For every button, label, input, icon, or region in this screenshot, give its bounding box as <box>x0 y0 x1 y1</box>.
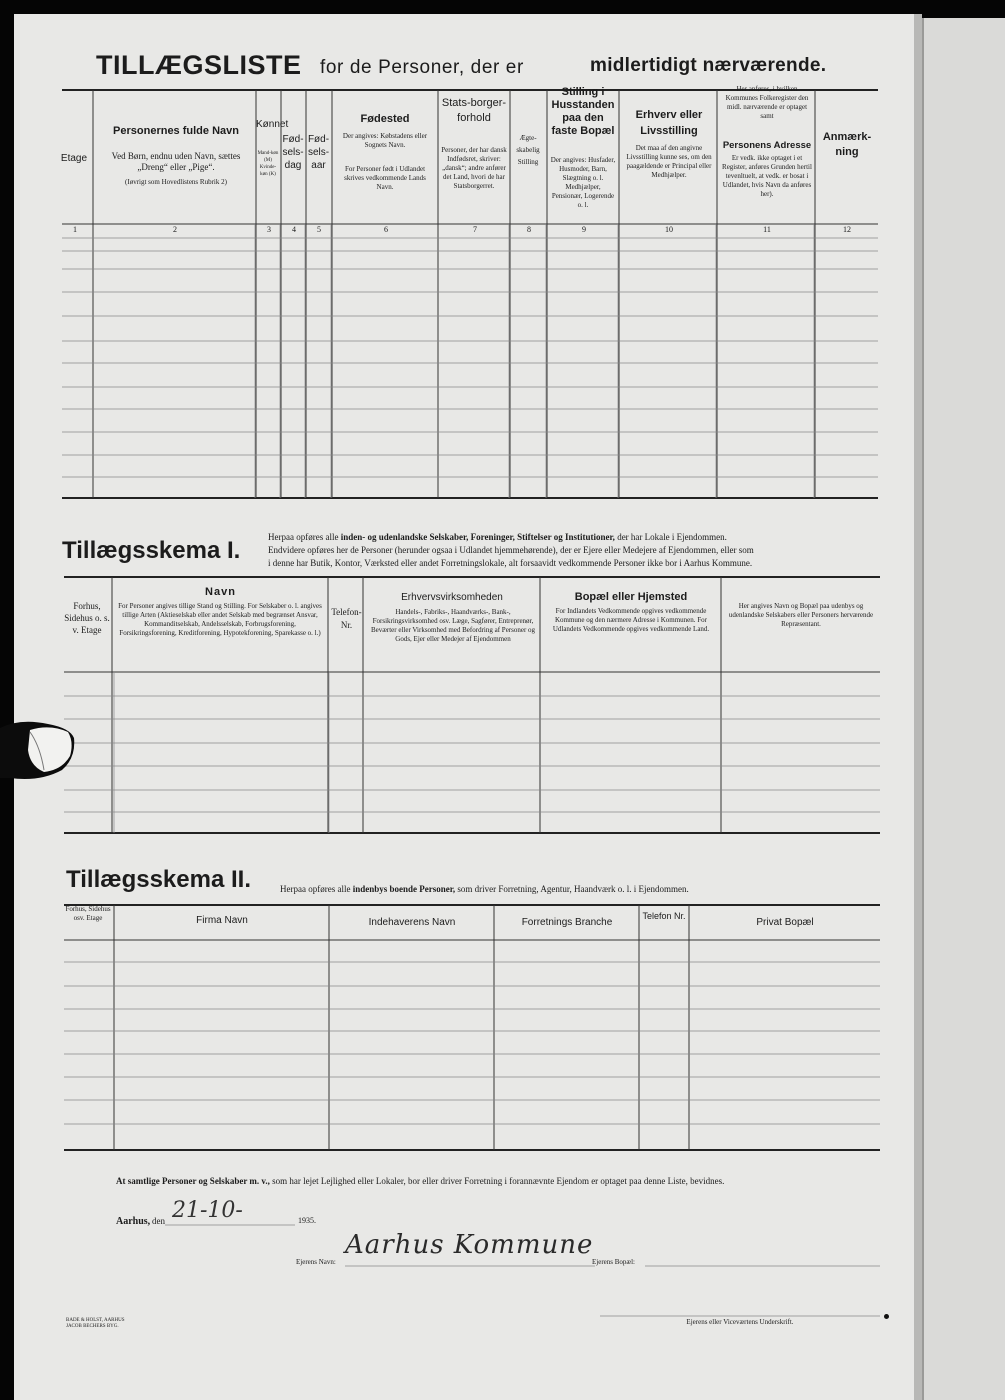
attestation-statement <box>116 1176 882 1186</box>
skema2-col-firm: Firma Navn <box>196 915 248 926</box>
list-title-part: for de Personer, der er <box>320 57 524 78</box>
owner-address-label: Ejerens Bopæl: <box>592 1258 635 1266</box>
handwritten-owner-name: Aarhus Kommune <box>345 1230 594 1260</box>
col-sex-note: Mand-køn (M) Kvinde-køn (K) <box>257 151 279 177</box>
thumb-image <box>0 720 75 782</box>
handwritten-date: 21-10- <box>172 1198 243 1223</box>
column-number: 6 <box>384 225 388 234</box>
list-title: TILLÆGSLISTE <box>96 50 302 80</box>
col-address-header: Personens Adresse <box>722 140 812 151</box>
col-citizenship-header: Stats-borger-forhold <box>441 97 507 124</box>
skema2-description <box>280 884 880 894</box>
attestation-rest: som har lejet Lejlighed eller Lokaler, bor eller driver Forretning i forannævnte Ejendom er optaget paa denne Liste, bevidnes. <box>272 1176 725 1186</box>
skema1-col-residence-note: For Indlandets Vedkommende opgives vedkommende Kommune og den nærmere Adresse i Kommunen. For Udlandets Vedkommende opgives vedkommende Land. <box>552 607 710 633</box>
col-birthday-header: Fød-sels-dag <box>282 134 304 171</box>
col-household-header: Stilling i Husstanden paa den faste Bopæl <box>551 86 615 137</box>
col-name-note2: (Iøvrigt som Hovedlistens Rubrik 2) <box>125 178 227 186</box>
col-remark-header: Anmærk-ning <box>822 131 872 158</box>
skema2-col-phone: Telefon Nr. <box>642 911 686 921</box>
column-number: 3 <box>267 225 271 234</box>
skema2-desc-part2: som driver Forretning, Agentur, Haandværk o. l. i Ejendommen. <box>457 884 689 894</box>
ink-dot <box>884 1314 889 1319</box>
skema1-col-name-note: For Personer angives tillige Stand og Stilling. For Selskaber o. l. angives tillige Arten (Aktieselskab eller andet Selskab med begrænset Ansvar, Kommanditselskab, Andelsselskab, Forbrugsforening, Forsikringsforening, Kreditforening, Hypotekforening, Sparekasse o. l.) <box>118 602 322 637</box>
col-name-note: Ved Børn, endnu uden Navn, sættes „Dreng“ eller „Pige“. <box>111 151 241 172</box>
skema1-desc-part2: der har Lokale i Ejendommen. <box>617 532 727 542</box>
skema1-col-etage: Forhus, Sidehus o. s. v. Etage <box>64 601 110 635</box>
skema1-col-residence: Bopæl eller Hjemsted <box>574 591 688 603</box>
col-occupation-header: Erhverv eller Livsstilling <box>635 109 703 137</box>
col-name-header: Personernes fulde Navn <box>113 125 239 137</box>
column-number: 11 <box>763 225 771 234</box>
col-birthplace-header: Fødested <box>360 113 410 125</box>
printer-imprint: BADE & HOLST, AARHUS JACOB BECHERS BYG. <box>66 1318 125 1329</box>
column-number: 9 <box>582 225 586 234</box>
list-title-bold: midlertidigt nærværende. <box>590 55 827 76</box>
skema1-description <box>268 531 880 570</box>
signature-label: Ejerens eller Viceværtens Underskrift. <box>686 1318 794 1326</box>
skema1-col-phone: Telefon-Nr. <box>331 607 362 630</box>
skema2-col-private-address: Privat Bopæl <box>756 917 814 928</box>
skema1-col-business-note: Handels-, Fabriks-, Haandværks-, Bank-, Forsikringsvirksomhed osv. Læge, Sagfører, Entreprenør, Beværter eller Virksomhed med Befordring af Personer og Gods, Ejer eller Medejer af Ejendommen <box>370 608 536 643</box>
skema2-desc-part: Herpaa opføres alle <box>280 884 351 894</box>
skema1-desc-line3: i denne har Butik, Kontor, Værksted eller andet Forretningslokale, alt forsaavidt vedkommende Personer ikke bor i Aarhus Kommune. <box>268 558 753 568</box>
col-citizenship-note: Personer, der har dansk Indfødsret, skriver: „dansk“; andre anfører det Land, hvori de har Statsborgerret. <box>441 146 507 190</box>
column-number: 2 <box>173 225 177 234</box>
col-etage-header: Etage <box>60 153 88 164</box>
city-label: Aarhus, <box>116 1216 151 1227</box>
col-birthplace-note2: For Personer født i Udlandet skrives vedkommende Lands Navn. <box>344 165 426 191</box>
skema2-desc-bold: indenbys boende Personer, <box>352 884 456 894</box>
skema2-title: Tillægsskema II. <box>66 866 251 893</box>
column-number: 7 <box>473 225 477 234</box>
col-birthplace-note: Der angives: Købstadens eller Sognets Navn. <box>342 132 428 149</box>
col-address-note: Er vedk. ikke optaget i et Register, anføres Grunden hertil tevenltuelt, at vedk. er bosat i Udlandet, hvis Navn da anføres her). <box>722 154 812 198</box>
column-number: 4 <box>292 225 296 234</box>
skema1-desc-line2: Endvidere opføres her de Personer (herunder ogsaa i Udlandet hjemmehørende), der er Ejere eller Medejere af Ejendommen, eller som <box>268 545 754 555</box>
year-label: 1935. <box>298 1216 316 1225</box>
column-number: 12 <box>843 225 851 234</box>
skema1-title: Tillægsskema I. <box>62 537 241 564</box>
den-label: den <box>152 1216 165 1226</box>
skema1-col-business: Erhvervsvirksomheden <box>401 592 503 603</box>
skema2-col-etage: Forhus, Sidehus osv. Etage <box>65 905 111 922</box>
skema1-desc-part: Herpaa opføres alle <box>268 532 339 542</box>
column-number: 10 <box>665 225 673 234</box>
skema1-col-representative: Her angives Navn og Bopæl paa udenbys og udenlandske Selskabers eller Personers herværende Repræsentant. <box>728 602 874 628</box>
column-number: 8 <box>527 225 531 234</box>
skema1-desc-bold: inden- og udenlandske Selskaber, Foreninger, Stiftelser og Institutioner, <box>340 532 615 542</box>
col-birthyear-header: Fød-sels-aar <box>307 134 330 171</box>
attestation-bold: At samtlige Personer og Selskaber m. v., <box>116 1176 270 1186</box>
skema1-col-name: Navn <box>205 586 236 598</box>
owner-name-label: Ejerens Navn: <box>296 1258 336 1266</box>
col-address-pre: Her anføres, i hvilken Kommunes Folkeregister den midl. nærværende er optaget samt <box>725 85 809 120</box>
col-sex-header: Kønnet <box>256 119 289 130</box>
skema2-col-branch: Forretnings Branche <box>521 917 613 928</box>
column-number: 1 <box>73 225 77 234</box>
skema2-col-owner: Indehaverens Navn <box>368 917 456 928</box>
column-number: 5 <box>317 225 321 234</box>
col-occupation-note: Det maa af den angivne Livsstilling kunne ses, om den paagældende er Principal eller Medhjælper. <box>626 144 712 179</box>
col-marital-header: Ægte-skabelig Stilling <box>516 134 540 166</box>
col-household-note: Der angives: Husfader, Husmoder, Barn, Slægtning o. l. Medhjælper, Pensionær, Logerende o. l. <box>550 156 616 209</box>
